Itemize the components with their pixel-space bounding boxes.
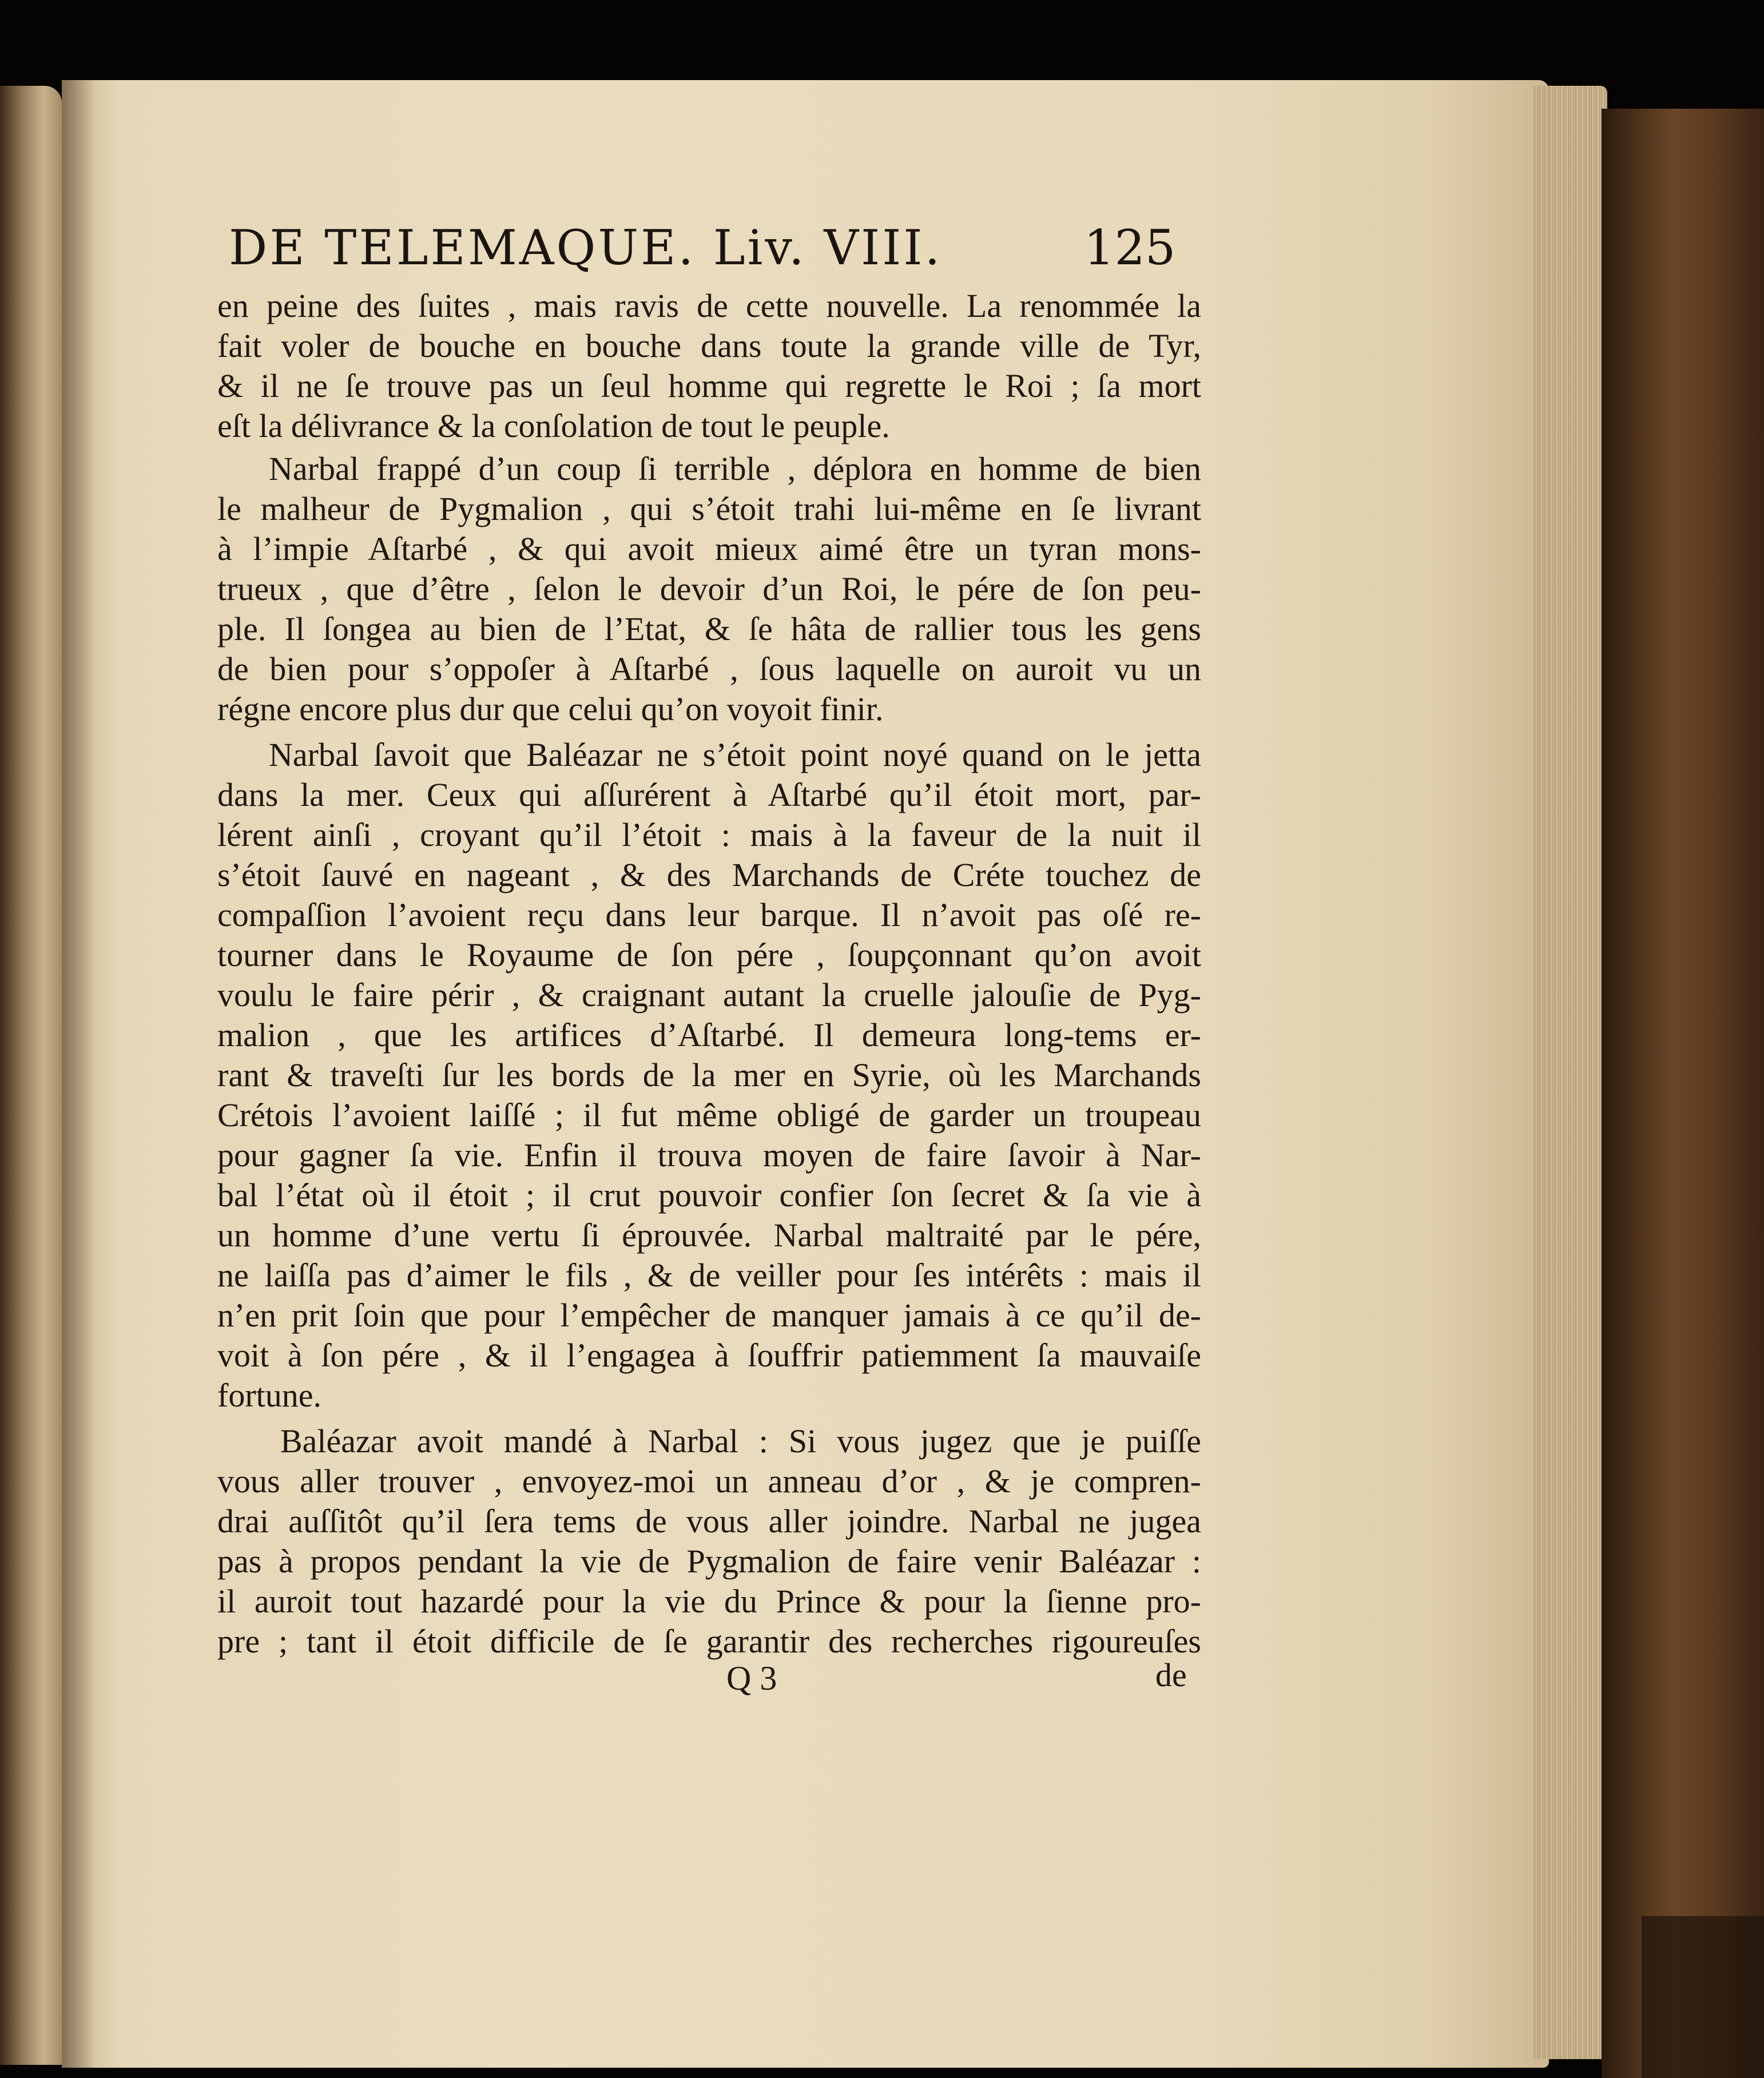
text-line: lérent ainſi , croyant qu’il l’étoit : mais à la faveur de la nuit il [217,816,1201,853]
gutter-shadow [62,80,96,2068]
text-line: n’en prit ſoin que pour l’empêcher de manquer jamais à ce qu’il de- [217,1297,1201,1334]
text-line: Narbal frappé d’un coup ſi terrible , déplora en homme de bien [269,450,1201,487]
text-line: malion , que les artifices d’Aſtarbé. Il demeura long-tems er- [217,1016,1201,1054]
book-spine [1602,109,1764,2078]
catchword: de [1155,1656,1187,1694]
text-line: un homme d’une vertu ſi éprouvée. Narbal maltraité par le pére, [217,1217,1201,1254]
text-line: dans la mer. Ceux qui aſſurérent à Aſtarbé qu’il étoit mort, par- [217,776,1201,813]
text-line: ne laiſſa pas d’aimer le fils , & de veiller pour ſes intérêts : mais il [217,1257,1201,1294]
page-block-edges [1533,86,1607,2059]
text-line: Narbal ſavoit que Baléazar ne s’étoit point noyé quand on le jetta [269,736,1201,773]
facing-page-edge [0,86,62,2065]
text-line: régne encore plus dur que celui qu’on voyoit finir. [217,690,884,728]
text-line: pre ; tant il étoit difficile de ſe garantir des recherches rigoureuſes [217,1623,1201,1660]
text-line: voulu le faire périr , & craignant autant la cruelle jalouſie de Pyg- [217,976,1201,1014]
running-title: DE TELEMAQUE. Liv. VIII. [229,220,943,276]
page-number: 125 [1084,220,1176,276]
text-line: de bien pour s’oppoſer à Aſtarbé , ſous laquelle on auroit vu un [217,650,1201,688]
text-line: pas à propos pendant la vie de Pygmalion de faire venir Baléazar : [217,1543,1201,1580]
text-line: trueux , que d’être , ſelon le devoir d’un Roi, le pére de ſon peu- [217,570,1201,607]
text-line: tourner dans le Royaume de ſon pére , ſoupçonnant qu’on avoit [217,936,1201,974]
text-line: vous aller trouver , envoyez-moi un anneau d’or , & je compren- [217,1463,1201,1500]
text-line: à l’impie Aſtarbé , & qui avoit mieux aimé être un tyran mons- [217,530,1201,567]
text-line: il auroit tout hazardé pour la vie du Prince & pour la ſienne pro- [217,1583,1201,1620]
text-line: Crétois l’avoient laiſſé ; il fut même obligé de garder un troupeau [217,1096,1201,1134]
text-line: ple. Il ſongea au bien de l’Etat, & ſe hâta de rallier tous les gens [217,610,1201,647]
text-line: pour gagner ſa vie. Enfin il trouva moyen de faire ſavoir à Nar- [217,1137,1201,1174]
text-line: & il ne ſe trouve pas un ſeul homme qui regrette le Roi ; ſa mort [217,367,1201,404]
text-line: Baléazar avoit mandé à Narbal : Si vous jugez que je puiſſe [280,1423,1201,1460]
page-header [229,216,1195,279]
text-line: fait voler de bouche en bouche dans toute la grande ville de Tyr, [217,327,1201,364]
text-line: en peine des ſuites , mais ravis de cette nouvelle. La renommée la [217,287,1201,324]
text-line: le malheur de Pygmalion , qui s’étoit trahi lui-même en ſe livrant [217,490,1201,527]
text-line: compaſſion l’avoient reçu dans leur barque. Il n’avoit pas oſé re- [217,896,1201,933]
text-line: rant & traveſti ſur les bords de la mer en Syrie, où les Marchands [217,1056,1201,1094]
spine-shadow [1642,1916,1764,2078]
text-line: fortune. [217,1377,321,1414]
text-line: eſt la délivrance & la conſolation de tout le peuple. [217,407,890,444]
text-line: bal l’état où il étoit ; il crut pouvoir confier ſon ſecret & ſa vie à [217,1177,1201,1214]
signature-mark: Q 3 [726,1659,777,1697]
text-line: voit à ſon pére , & il l’engagea à ſouffrir patiemment ſa mauvaiſe [217,1337,1201,1374]
body-text [217,286,1201,1750]
text-line: drai auſſitôt qu’il ſera tems de vous aller joindre. Narbal ne jugea [217,1503,1201,1540]
text-line: s’étoit ſauvé en nageant , & des Marchands de Créte touchez de [217,856,1201,893]
